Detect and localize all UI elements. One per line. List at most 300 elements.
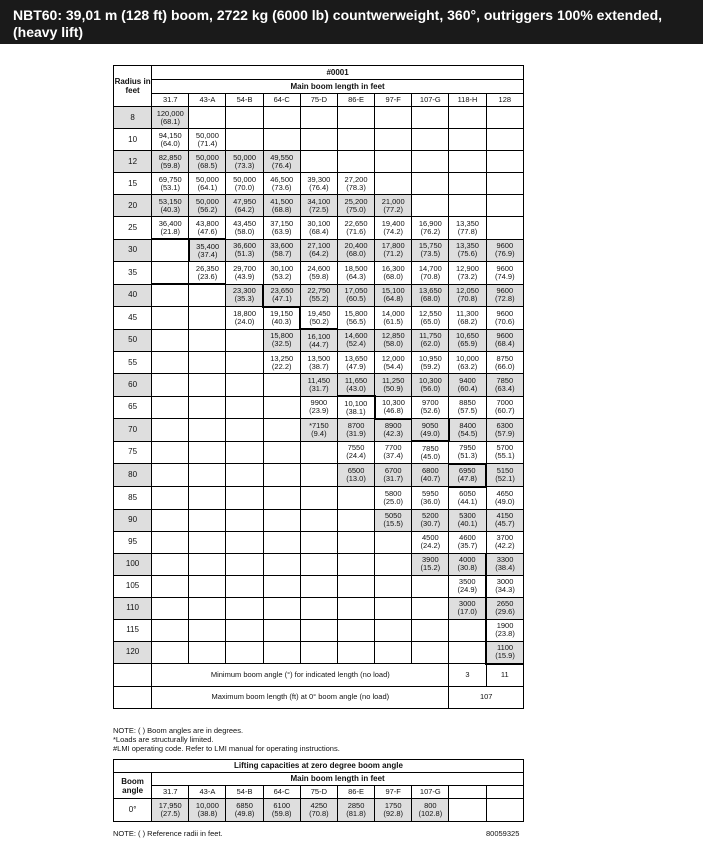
load-value: 36,400: [158, 218, 182, 228]
boom-angle-value: (24.2): [420, 541, 441, 550]
load-value: 50,000: [195, 174, 219, 184]
capacity-cell: [375, 352, 412, 374]
capacity-cell: [226, 329, 263, 352]
capacity-cell: [412, 509, 449, 531]
load-value: 9600: [496, 286, 514, 296]
table-row: [114, 173, 524, 195]
boom-angle-value: (24.4): [346, 451, 366, 461]
load-value: 10,300: [381, 398, 405, 407]
table-row: [114, 195, 524, 217]
capacity-cell: [263, 619, 300, 641]
load-value: 11,300: [456, 308, 479, 318]
load-value: 13,500: [307, 353, 331, 363]
boom-length-header: Main boom length in feet: [152, 80, 524, 94]
capacity-cell: [152, 352, 189, 374]
load-chart-table: [113, 65, 524, 709]
boom-angle-value: (59.8): [309, 271, 329, 281]
boom-angle-value: (64.8): [383, 294, 403, 304]
capacity-cell: [300, 575, 337, 597]
radius-value: (92.8): [383, 809, 403, 818]
load-value: 3300: [496, 555, 514, 564]
load-value: 33,600: [270, 241, 294, 251]
capacity-cell: [412, 151, 449, 173]
capacity-cell: [375, 374, 412, 397]
capacity-cell: [300, 307, 337, 330]
boom-angle-value: (29.6): [495, 607, 515, 616]
capacity-cell: [189, 531, 226, 553]
load-value: 50,000: [233, 152, 257, 162]
load-value: 30,100: [307, 218, 331, 228]
capacity-cell: [337, 173, 374, 195]
capacity-cell: [486, 419, 523, 442]
capacity-cell: [449, 217, 486, 240]
load-value: 20,400: [344, 241, 368, 251]
capacity-cell: [300, 374, 337, 397]
boom-angle-cell: 0°: [114, 799, 152, 822]
load-value: 11,650: [344, 375, 368, 385]
load-value: 12,900: [456, 263, 479, 273]
load-value: 5200: [422, 511, 439, 520]
max-length-value: 107: [449, 686, 524, 708]
load-value: 12,850: [381, 331, 405, 341]
capacity-cell: [189, 195, 226, 217]
load-value: 21,000: [381, 196, 405, 206]
capacity-cell: [152, 464, 189, 487]
boom-angle-value: (70.0): [234, 182, 255, 192]
radius-cell: 8: [114, 107, 152, 129]
load-value: 5950: [422, 488, 439, 498]
capacity-cell: [449, 509, 486, 531]
capacity-cell: [226, 396, 263, 419]
load-value: 6700: [384, 466, 402, 475]
boom-length-col-header: 64-C: [263, 94, 300, 107]
boom-angle-value: (34.3): [495, 585, 515, 594]
boom-angle-value: (45.0): [420, 451, 441, 461]
capacity-cell: [189, 107, 226, 129]
boom-angle-value: (9.4): [311, 428, 327, 438]
boom-angle-value: (58.0): [234, 226, 255, 236]
capacity-cell: [486, 619, 523, 641]
capacity-cell: [486, 553, 523, 575]
capacity-cell: [337, 441, 374, 464]
load-value: 3500: [458, 577, 476, 586]
boom-angle-value: (31.7): [309, 383, 329, 393]
load-value: 82,850: [158, 152, 182, 162]
boom-angle-value: (77.8): [457, 226, 478, 236]
zero-col-header: [486, 786, 523, 799]
load-value: 15,750: [418, 241, 442, 251]
boom-angle-value: (30.8): [457, 563, 478, 572]
boom-angle-value: (60.7): [494, 406, 515, 416]
radius-cell: 55: [114, 352, 152, 374]
capacity-cell: [375, 487, 412, 510]
load-value: 10,000: [195, 801, 219, 810]
boom-angle-value: (44.1): [457, 497, 478, 506]
boom-angle-value: (58.0): [383, 339, 403, 349]
capacity-cell: [226, 575, 263, 597]
capacity-cell: [263, 487, 300, 510]
zero-col-header: 31.7: [152, 786, 189, 799]
boom-angle-value: (64.3): [346, 271, 366, 281]
capacity-cell: [337, 262, 374, 285]
capacity-cell: [375, 262, 412, 285]
radius-cell: 30: [114, 239, 152, 262]
boom-angle-value: (49.0): [494, 496, 515, 506]
boom-angle-value: (77.2): [383, 204, 403, 214]
radius-cell: 12: [114, 151, 152, 173]
boom-angle-value: (56.5): [346, 316, 366, 326]
capacity-cell: [486, 531, 523, 553]
capacity-cell: [226, 262, 263, 285]
radius-cell: 40: [114, 284, 152, 307]
capacity-cell: [449, 419, 486, 442]
table-row: [114, 553, 524, 575]
load-value: 6500: [347, 466, 365, 475]
capacity-cell: [375, 329, 412, 352]
table-row: [114, 352, 524, 374]
load-value: 6050: [459, 489, 476, 498]
table-row: [114, 509, 524, 531]
load-value: 16,900: [418, 218, 442, 228]
load-value: 5150: [496, 466, 514, 475]
capacity-cell: [412, 374, 449, 397]
load-value: 15,800: [270, 331, 294, 341]
radius-cell: 95: [114, 531, 152, 553]
load-value: 10,100: [344, 398, 368, 408]
boom-length-col-header: 86-E: [337, 94, 374, 107]
boom-angle-value: (68.4): [494, 339, 515, 349]
boom-angle-value: (43.0): [346, 383, 366, 393]
radius-value: (27.5): [160, 809, 181, 818]
boom-angle-value: (37.4): [197, 249, 218, 259]
load-value: 5800: [384, 488, 402, 498]
capacity-cell: [152, 487, 189, 510]
boom-angle-value: (54.5): [457, 428, 478, 438]
capacity-cell: [412, 239, 449, 262]
zero-capacity-cell: [263, 799, 300, 822]
boom-angle-value: (52.4): [346, 339, 366, 349]
capacity-cell: [486, 151, 523, 173]
capacity-cell: [300, 107, 337, 129]
load-value: 11,750: [419, 331, 442, 341]
zero-col-header: [449, 786, 486, 799]
max-length-label: Maximum boom length (ft) at 0° boom angle (no load): [152, 686, 449, 708]
boom-angle-value: (31.7): [383, 474, 403, 483]
load-value: 6100: [273, 801, 291, 810]
capacity-cell: [189, 619, 226, 641]
capacity-cell: [449, 239, 486, 262]
capacity-cell: [263, 307, 300, 330]
capacity-cell: [263, 553, 300, 575]
load-value: 17,800: [381, 241, 405, 251]
capacity-cell: [412, 107, 449, 129]
load-value: 4500: [422, 533, 439, 542]
boom-angle-value: (61.5): [383, 316, 403, 326]
load-value: 19,150: [269, 309, 293, 318]
capacity-cell: [412, 129, 449, 151]
capacity-cell: [449, 329, 486, 352]
load-value: 9700: [422, 398, 439, 408]
load-value: 2850: [347, 801, 365, 810]
radius-cell: 35: [114, 262, 152, 285]
load-value: 8850: [459, 398, 476, 408]
capacity-cell: [337, 464, 374, 487]
boom-angle-value: (65.0): [420, 316, 441, 326]
boom-angle-value: (78.3): [346, 182, 366, 192]
load-value: 9050: [421, 420, 439, 430]
note-structural: *Loads are structurally limited.: [113, 735, 214, 744]
load-value: 23,650: [270, 286, 294, 295]
capacity-cell: [226, 464, 263, 487]
zero-capacity-cell: [486, 799, 523, 822]
load-value: 50,000: [233, 174, 257, 184]
zero-capacity-cell: [337, 799, 374, 822]
capacity-cell: [226, 307, 263, 330]
capacity-cell: [486, 329, 523, 352]
boom-angle-value: (71.4): [197, 138, 218, 148]
table-row: [114, 239, 524, 262]
capacity-cell: [226, 129, 263, 151]
capacity-cell: [375, 575, 412, 597]
boom-angle-value: (64.2): [234, 204, 255, 214]
boom-length-col-header: 107-G: [412, 94, 449, 107]
boom-angle-value: (52.1): [495, 474, 515, 483]
capacity-cell: [152, 374, 189, 397]
boom-angle-value: (51.3): [234, 249, 255, 259]
capacity-cell: [300, 597, 337, 619]
capacity-cell: [263, 575, 300, 597]
load-value: 7700: [384, 443, 402, 453]
boom-angle-value: (68.2): [457, 316, 478, 326]
capacity-cell: [263, 597, 300, 619]
capacity-cell: [189, 307, 226, 330]
part-number: 80059325: [486, 829, 520, 838]
zero-capacity-cell: [300, 799, 337, 822]
capacity-cell: [375, 396, 412, 419]
load-value: 27,200: [344, 174, 368, 184]
capacity-cell: [300, 262, 337, 285]
load-value: 12,550: [418, 308, 442, 318]
capacity-cell: [152, 217, 189, 240]
capacity-cell: [412, 619, 449, 641]
capacity-cell: [300, 641, 337, 664]
capacity-cell: [152, 284, 189, 307]
radius-value: (70.8): [309, 809, 329, 818]
capacity-cell: [189, 487, 226, 510]
capacity-cell: [449, 641, 486, 664]
capacity-cell: [337, 329, 374, 352]
boom-angle-value: (70.8): [420, 271, 441, 281]
min-angle-label: Minimum boom angle (°) for indicated length (no load): [152, 664, 449, 687]
load-value: 800: [424, 801, 437, 810]
capacity-cell: [152, 396, 189, 419]
boom-angle-value: (49.0): [420, 428, 440, 438]
capacity-cell: [412, 284, 449, 307]
boom-angle-value: (40.7): [420, 474, 441, 483]
radius-cell: 75: [114, 441, 152, 464]
load-value: 27,100: [307, 241, 331, 251]
load-value: 14,700: [418, 263, 442, 273]
capacity-cell: [263, 173, 300, 195]
boom-angle-value: (64.2): [309, 249, 329, 259]
capacity-cell: [226, 217, 263, 240]
capacity-cell: [226, 619, 263, 641]
capacity-cell: [337, 374, 374, 397]
capacity-cell: [226, 419, 263, 442]
radius-cell: 120: [114, 641, 152, 664]
capacity-cell: [189, 262, 226, 285]
boom-angle-value: (54.4): [383, 361, 403, 371]
capacity-cell: [337, 307, 374, 330]
capacity-cell: [449, 262, 486, 285]
boom-angle-value: (36.0): [420, 496, 441, 506]
notes: [113, 726, 533, 753]
capacity-cell: [226, 151, 263, 173]
capacity-cell: [337, 509, 374, 531]
capacity-cell: [337, 487, 374, 510]
capacity-cell: [152, 307, 189, 330]
capacity-cell: [189, 553, 226, 575]
boom-angle-value: (60.5): [346, 294, 366, 304]
radius-cell: 90: [114, 509, 152, 531]
boom-length-col-header: 54-B: [226, 94, 263, 107]
load-value: 19,450: [307, 308, 331, 318]
load-value: 6300: [496, 420, 514, 430]
capacity-cell: [486, 641, 523, 664]
capacity-cell: [337, 597, 374, 619]
boom-angle-value: (68.0): [420, 294, 441, 304]
boom-angle-value: (45.7): [494, 519, 515, 528]
radius-cell: 110: [114, 597, 152, 619]
zero-angle-table: [113, 759, 524, 822]
load-value: 13,650: [418, 286, 442, 296]
table-row: [114, 107, 524, 129]
load-value: 49,550: [270, 152, 294, 162]
capacity-cell: [449, 352, 486, 374]
boom-angle-value: (76.4): [309, 182, 329, 192]
boom-angle-value: (68.8): [271, 204, 292, 214]
load-value: 6850: [236, 801, 253, 810]
load-value: 7950: [459, 443, 476, 452]
boom-angle-value: (23.8): [495, 629, 515, 638]
load-value: 4650: [496, 488, 514, 498]
capacity-cell: [449, 151, 486, 173]
capacity-cell: [449, 553, 486, 575]
zero-capacity-cell: [412, 799, 449, 822]
boom-angle-value: (68.5): [197, 160, 218, 170]
load-value: 6950: [458, 466, 476, 475]
capacity-cell: [263, 129, 300, 151]
load-value: 9400: [459, 375, 476, 385]
load-value: 8700: [347, 420, 365, 430]
load-value: 37,150: [270, 218, 294, 228]
load-value: 16,100: [307, 331, 331, 341]
boom-angle-value: (56.2): [197, 204, 218, 214]
boom-angle-value: (70.6): [494, 316, 515, 326]
load-value: 14,600: [344, 331, 368, 341]
boom-angle-value: (32.5): [271, 339, 292, 349]
boom-angle-value: (42.2): [494, 541, 515, 550]
capacity-cell: [152, 151, 189, 173]
capacity-cell: [486, 239, 523, 262]
zero-capacity-cell: [152, 799, 189, 822]
capacity-cell: [486, 107, 523, 129]
page-header: [0, 0, 703, 44]
zero-col-header: 107-G: [412, 786, 449, 799]
zero-boom-length-header: Main boom length in feet: [152, 773, 524, 786]
capacity-cell: [449, 597, 486, 619]
capacity-cell: [375, 597, 412, 619]
table-row: [114, 151, 524, 173]
capacity-cell: [486, 262, 523, 285]
capacity-cell: [300, 195, 337, 217]
capacity-cell: [412, 531, 449, 553]
load-value: 5050: [384, 511, 402, 520]
capacity-cell: [226, 553, 263, 575]
capacity-cell: [263, 352, 300, 374]
table-row: [114, 329, 524, 352]
table-row: [114, 217, 524, 240]
capacity-cell: [486, 195, 523, 217]
capacity-cell: [226, 487, 263, 510]
boom-angle-value: (38.4): [495, 563, 515, 572]
radius-cell: 25: [114, 217, 152, 240]
load-value: 3900: [422, 555, 439, 564]
boom-angle-value: (17.0): [457, 607, 478, 616]
capacity-cell: [300, 217, 337, 240]
capacity-cell: [337, 239, 374, 262]
capacity-cell: [189, 419, 226, 442]
capacity-cell: [412, 419, 449, 442]
table-row: [114, 307, 524, 330]
load-value: 1100: [496, 643, 514, 652]
boom-angle-value: (72.5): [309, 204, 329, 214]
boom-angle-value: (68.1): [160, 116, 181, 126]
capacity-cell: [263, 151, 300, 173]
table-row: [114, 641, 524, 664]
capacity-cell: [263, 284, 300, 307]
capacity-cell: [375, 239, 412, 262]
capacity-cell: [189, 641, 226, 664]
capacity-cell: [375, 419, 412, 442]
load-value: 12,000: [381, 353, 405, 363]
capacity-cell: [412, 217, 449, 240]
capacity-cell: [337, 151, 374, 173]
capacity-cell: [263, 374, 300, 397]
load-value: 46,500: [270, 174, 294, 184]
load-value: 9600: [496, 263, 514, 273]
boom-angle-value: (35.7): [457, 541, 478, 550]
capacity-cell: [412, 441, 449, 464]
boom-angle-value: (22.2): [271, 361, 292, 371]
load-value: 12,050: [456, 286, 479, 296]
capacity-cell: [337, 129, 374, 151]
capacity-cell: [375, 217, 412, 240]
capacity-cell: [486, 509, 523, 531]
table-row: [114, 129, 524, 151]
boom-angle-value: (15.5): [383, 519, 403, 528]
load-value: 13,250: [270, 353, 294, 363]
capacity-cell: [263, 239, 300, 262]
boom-angle-value: (24.9): [457, 585, 478, 594]
capacity-cell: [300, 487, 337, 510]
capacity-cell: [300, 531, 337, 553]
load-value: 9600: [496, 241, 514, 251]
load-value: 94,150: [158, 130, 182, 140]
capacity-cell: [449, 173, 486, 195]
boom-angle-value: (73.6): [271, 182, 292, 192]
capacity-cell: [189, 396, 226, 419]
